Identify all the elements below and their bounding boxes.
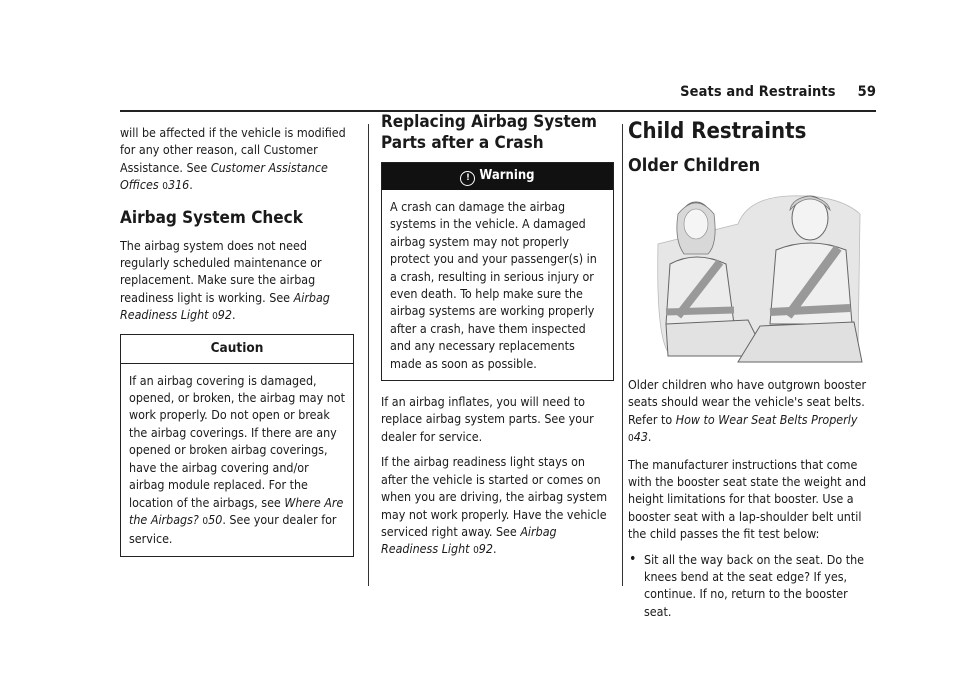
airbag-check-paragraph: The airbag system does not need regularly scheduled maintenance or replacement. Make sure the airbag readiness light is working. See Airbag Readiness Light 092.: [120, 237, 330, 323]
older-children-heading: Older Children: [628, 155, 761, 176]
column-2: [381, 112, 614, 568]
inflation-paragraph: If an airbag inflates, you will need to replace airbag system parts. See your dealer for service.: [381, 394, 594, 444]
caution-text: If an airbag covering is damaged, opened, or broken, the airbag may not work properly. Do not open or break the airbag coverings. If there are any opened or broken airbag coverings, have the airbag covering and/or airbag module replaced. For the location of the airbags, see Where Are the Airbags? 050. See your dealer for service.: [129, 372, 345, 547]
intro-paragraph: will be affected if the vehicle is modified for any other reason, call Customer Assistance. See Customer Assistance Offices 0316.: [120, 125, 346, 193]
older-children-seatbelt-illustration: [638, 184, 864, 364]
page-ref-arrow-icon: 0: [628, 433, 634, 445]
page-ref[interactable]: 92: [217, 307, 232, 323]
page-ref-arrow-icon: 0: [212, 311, 218, 323]
page-ref-arrow-icon: 0: [473, 545, 479, 557]
warning-icon: !: [460, 171, 475, 186]
airbag-readiness-link[interactable]: Airbag Readiness Light: [120, 289, 330, 323]
page-ref-arrow-icon: 0: [162, 181, 168, 193]
page-ref[interactable]: 50: [208, 511, 223, 527]
column-1: [120, 124, 354, 557]
fit-test-list: [628, 551, 876, 621]
running-header: [680, 84, 876, 100]
readiness-light-paragraph: If the airbag readiness light stays on after the vehicle is started or comes on when you are driving, the airbag system may not work properly. Have the vehicle serviced right away. See Airbag Readiness Light 092.: [381, 454, 608, 557]
page-ref[interactable]: 92: [478, 541, 493, 557]
airbag-readiness-link[interactable]: Airbag Readiness Light: [381, 523, 557, 557]
column-3: [628, 119, 876, 620]
seat-belts-link[interactable]: How to Wear Seat Belts Properly: [675, 411, 858, 427]
customer-assistance-link[interactable]: Customer Assistance Offices: [120, 159, 328, 193]
list-item: • Sit all the way back on the seat. Do the knees bend at the seat edge? If yes, continue. If no, return to the booster seat.: [628, 551, 876, 621]
page-number: 59: [857, 84, 876, 100]
page-ref[interactable]: 316: [168, 177, 190, 193]
where-are-airbags-link[interactable]: Where Are the Airbags?: [129, 494, 344, 527]
warning-box: [381, 162, 614, 381]
column-divider: [622, 124, 623, 586]
caution-box: [120, 334, 354, 557]
older-children-paragraph: Older children who have outgrown booster seats should wear the vehicle's seat belts. Refer to How to Wear Seat Belts Properly 043.: [628, 377, 867, 445]
booster-instructions-paragraph: The manufacturer instructions that come with the booster seat state the weight and height limitations for that booster. Use a booster seat with a lap-shoulder belt until the child passes the fit test below:: [628, 456, 867, 542]
airbag-check-heading: Airbag System Check: [120, 207, 303, 228]
page-ref[interactable]: 43: [633, 429, 648, 445]
caution-title: Caution: [121, 335, 353, 364]
page-ref-arrow-icon: 0: [202, 515, 209, 527]
warning-title-bar: [382, 163, 613, 190]
section-title: Seats and Restraints: [680, 84, 836, 100]
warning-text: A crash can damage the airbag systems in the vehicle. A damaged airbag system may not properly protect you and your passenger(s) in a crash, resulting in serious injury or even death. To help make sure the airbag systems are working properly after a crash, have them inspected and any necessary replacements made as soon as possible.: [390, 199, 597, 371]
warning-title: Warning: [479, 168, 535, 183]
chapter-title: Child Restraints: [628, 119, 807, 144]
replacing-parts-heading: Replacing Airbag System Parts after a Crash: [381, 112, 597, 153]
column-divider: [368, 124, 369, 586]
